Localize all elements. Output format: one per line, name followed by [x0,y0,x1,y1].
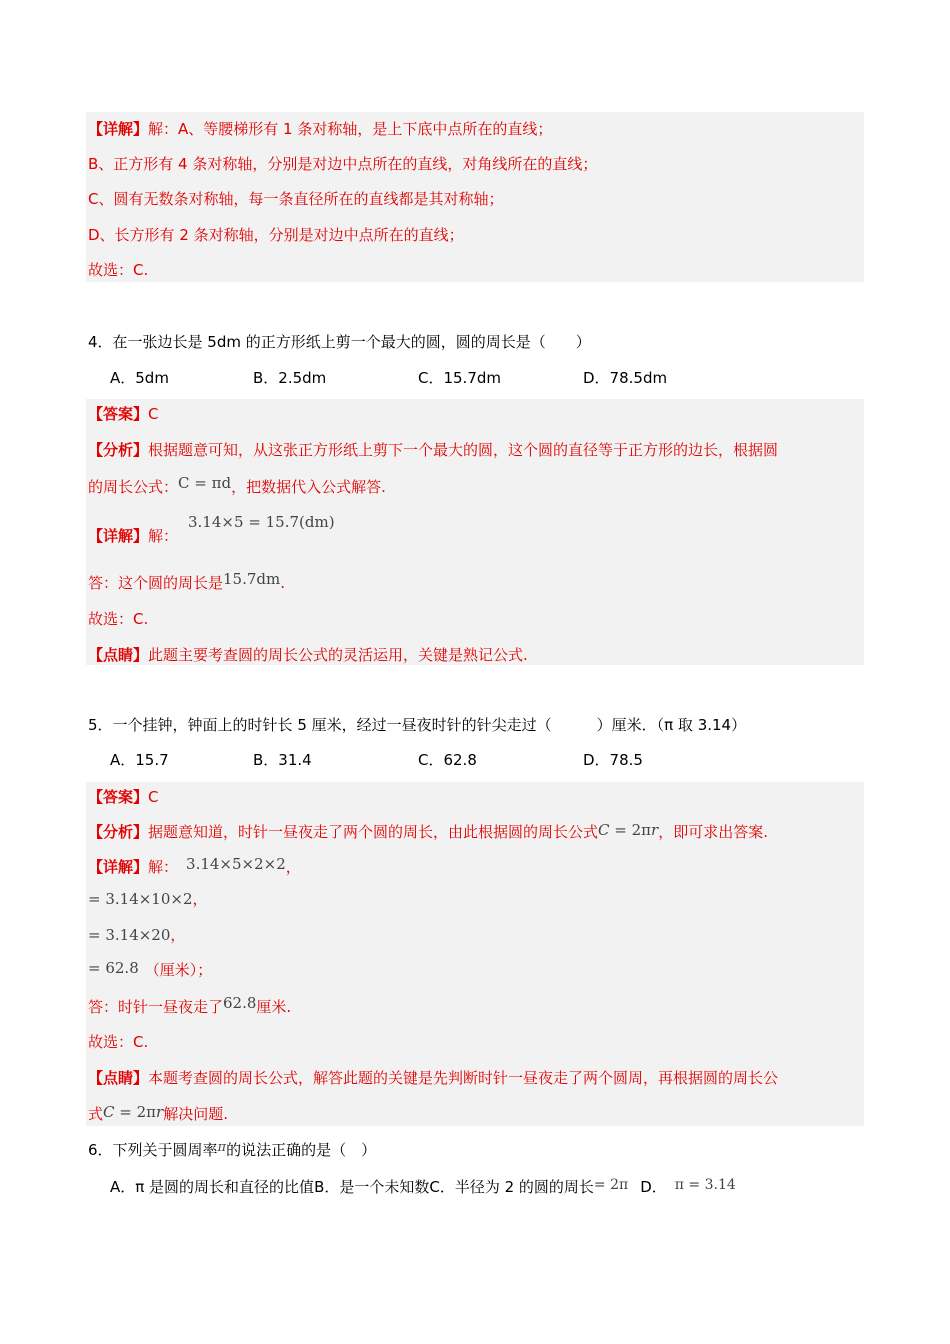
q5-step-3: = 3.14×20 [88,926,171,944]
q3-detail-text: 解：A、等腰梯形有 1 条对称轴，是上下底中点所在的直线； [148,120,553,138]
q4-detail-formula: 3.14×5 = 15.7(dm) [188,513,335,531]
q5-detail-line [88,857,301,877]
q4-question: 4．在一张边长是 5dm 的正方形纸上剪一个最大的圆，圆的周长是（ ） [88,333,591,351]
q5-step-2: = 3.14×10×2 [88,890,193,908]
q4-reply-line [88,570,286,593]
q4-option-b: B．2.5dm [253,369,327,387]
q5-step-3-tail: ， [170,926,186,944]
q5-answer: C [148,788,159,806]
q5-comment-2b: 解决问题. [163,1105,228,1123]
q5-analysis-tag: 【分析】 [88,823,149,841]
q5-answer-tag: 【答案】 [88,788,149,806]
q5-comment-line-2 [88,1104,228,1124]
formula-r: r [651,821,659,839]
q5-step-4-tail: （厘米）； [144,961,213,979]
q4-detail-tag: 【详解】 [88,527,149,545]
q3-detail-tag: 【详解】 [88,120,149,138]
q3-detail-line [88,119,552,139]
q4-answer-line [88,404,159,424]
q5-detail-tag: 【详解】 [88,858,149,876]
q4-conclusion: 故选：C. [88,610,149,628]
q5-step-1-tail: ， [285,858,301,876]
q6-question-pi: π [217,1140,227,1155]
q5-option-d: D．78.5 [583,751,643,769]
q4-comment-tag: 【点睛】 [88,646,149,664]
q6-question-a: 6．下列关于圆周率 [88,1141,218,1159]
q4-comment: 此题主要考查圆的周长公式的灵活运用，关键是熟记公式. [148,646,528,664]
q4-option-a: A．5dm [110,369,169,387]
q6-question-b: 的说法正确的是（ ） [226,1141,377,1159]
q6-option-d-label: D． [640,1178,667,1196]
q3-line-d: D、长方形有 2 条对称轴，分别是对边中点所在的直线； [88,226,464,244]
q5-question: 5．一个挂钟，钟面上的时针长 5 厘米，经过一昼夜时针的针尖走过（ ）厘米．（π 取 3.14） [88,716,747,734]
q4-analysis-line-1 [88,440,778,460]
q5-comment-formula [103,1103,163,1121]
q4-answer-tag: 【答案】 [88,405,149,423]
q5-conclusion: 故选：C. [88,1033,149,1051]
q5-reply-end: 厘米. [256,998,292,1016]
q5-option-c: C．62.8 [418,751,477,769]
q5-analysis-line [88,822,768,842]
q4-analysis-text-1: 根据题意可知，从这张正方形纸上剪下一个最大的圆，这个圆的直径等于正方形的边长，根据圆 [148,441,779,459]
q4-analysis-tag: 【分析】 [88,441,149,459]
q5-analysis-text-b: ，即可求出答案. [658,823,768,841]
q5-detail-text: 解： [148,858,179,876]
q3-conclusion: 故选：C. [88,261,149,279]
q5-option-b: B．31.4 [253,751,312,769]
q5-step-2-line [88,889,208,909]
q5-reply-text: 答：时针一昼夜走了 [88,998,224,1016]
q5-comment-2a: 式 [88,1105,104,1123]
q5-step-4: = 62.8 [88,959,139,977]
q4-analysis-formula: C = πd [178,474,232,492]
q5-reply-line [88,994,292,1017]
formula-c: C [598,821,610,839]
q6-option-a: A．π 是圆的周长和直径的比值 [110,1178,315,1196]
q6-options-line [110,1177,736,1198]
q4-comment-line [88,645,528,665]
formula-r: r [156,1103,164,1121]
q5-step-4-line [88,960,212,980]
q6-question [88,1140,376,1162]
q4-answer: C [148,405,159,423]
q3-line-c: C、圆有无数条对称轴，每一条直径所在的直线都是其对称轴； [88,190,504,208]
formula-rest: = 2π [114,1103,157,1121]
q5-step-2-tail: ， [192,890,208,908]
q4-reply-text: 答：这个圆的周长是 [88,574,224,592]
q4-analysis-text-2b: ，把数据代入公式解答. [231,478,386,496]
q4-option-d: D．78.5dm [583,369,668,387]
q5-reply-value: 62.8 [223,994,257,1012]
q4-analysis-line-2 [88,474,386,497]
q5-comment-line-1 [88,1068,778,1088]
q6-option-d-formula: π = 3.14 [674,1177,736,1193]
q6-option-b: B．是一个未知数 [314,1178,430,1196]
q5-option-a: A．15.7 [110,751,169,769]
q3-line-b: B、正方形有 4 条对称轴，分别是对边中点所在的直线，对角线所在的直线； [88,155,598,173]
q4-reply-end: . [280,574,286,592]
q5-step-3-line [88,925,185,945]
q5-comment-tag: 【点睛】 [88,1069,149,1087]
q6-option-c-formula: = 2π [593,1177,629,1193]
q6-option-c: C．半径为 2 的圆的周长 [429,1178,594,1196]
q4-detail-text: 解： [148,527,179,545]
q5-comment-1: 本题考查圆的周长公式，解答此题的关键是先判断时针一昼夜走了两个圆周，再根据圆的周长公 [148,1069,779,1087]
q4-explanation-block [86,399,864,665]
q5-analysis-formula [598,821,658,839]
q4-reply-value: 15.7dm [223,570,281,588]
formula-c: C [103,1103,115,1121]
q5-step-1: 3.14×5×2×2 [186,855,286,873]
q5-answer-line [88,787,159,807]
q4-detail-line [88,526,178,546]
q4-analysis-text-2a: 的周长公式： [88,478,179,496]
q4-option-c: C．15.7dm [418,369,502,387]
formula-rest: = 2π [609,821,652,839]
q5-analysis-text-a: 据题意知道，时针一昼夜走了两个圆的周长，由此根据圆的周长公式 [148,823,599,841]
